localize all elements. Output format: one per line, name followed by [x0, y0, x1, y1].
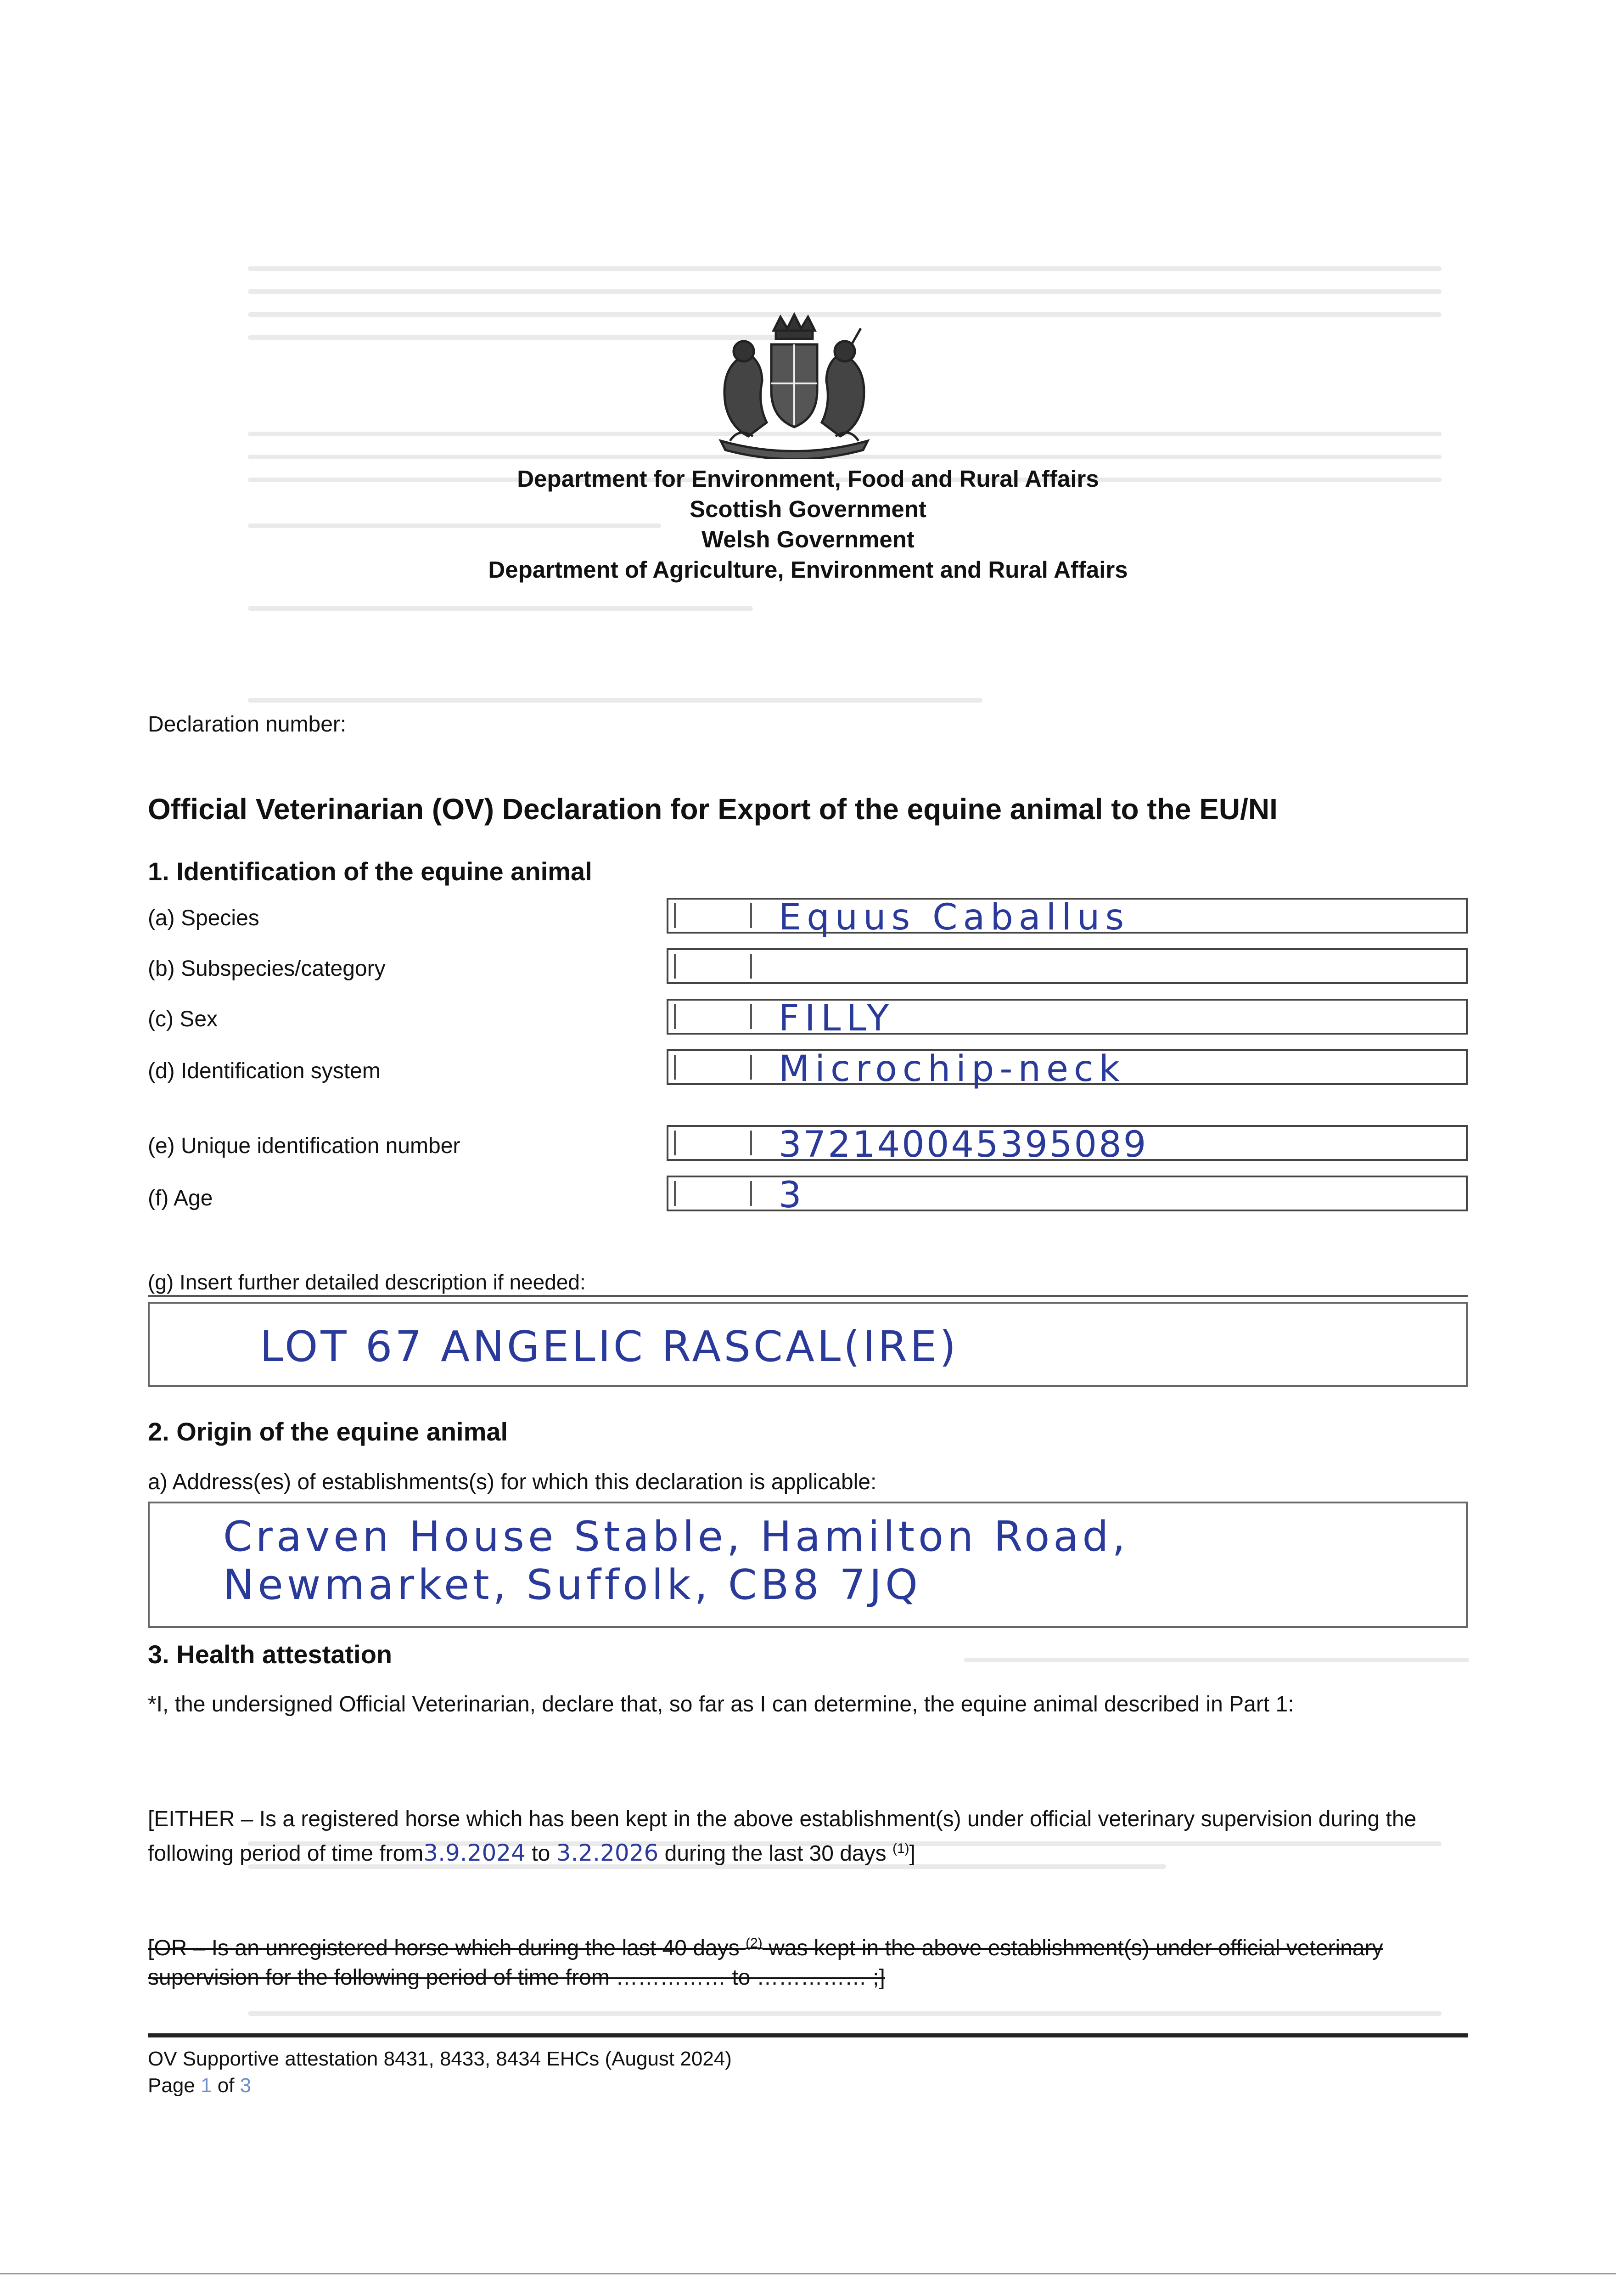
or-clause-rest: was kept in the above establishment(s) under official veterinary supervision for the following period of time from …………… to …………… ;]: [148, 1936, 1383, 1990]
department-list: [0, 464, 1616, 585]
either-to-date: 3.2.2026: [556, 1840, 659, 1866]
unique-id-value: 372140045395089: [779, 1124, 1148, 1165]
identification-system-field[interactable]: [667, 1048, 1468, 1090]
section-2-title: 2. Origin of the equine animal: [148, 1417, 508, 1446]
sex-label: (c) Sex: [148, 1007, 218, 1031]
declaration-number-label: Declaration number:: [148, 712, 347, 737]
address-line: Newmarket, Suffolk, CB8 7JQ: [223, 1561, 921, 1609]
subspecies-label: (b) Subspecies/category: [148, 957, 386, 981]
department-name: Scottish Government: [690, 496, 926, 522]
show-through: [248, 2011, 1442, 2016]
footnote-ref: (2): [746, 1936, 763, 1951]
age-field[interactable]: [667, 1175, 1468, 1216]
page-title: Official Veterinarian (OV) Declaration for Export of the equine animal to the EU/NI: [148, 793, 1278, 826]
health-attestation-intro: *I, the undersigned Official Veterinarian, declare that, so far as I can determine, the equine animal described in Part 1:: [148, 1692, 1294, 1716]
unique-id-field[interactable]: [667, 1124, 1468, 1165]
identification-system-label: (d) Identification system: [148, 1059, 381, 1083]
show-through: [964, 1658, 1469, 1662]
section-1-title: 1. Identification of the equine animal: [148, 857, 592, 886]
footer: [148, 2046, 732, 2099]
show-through: [248, 698, 982, 703]
age-label: (f) Age: [148, 1186, 213, 1210]
subspecies-field[interactable]: [667, 948, 1468, 984]
either-to-word: to: [532, 1841, 550, 1866]
divider: [148, 1295, 1468, 1297]
further-description-value: LOT 67 ANGELIC RASCAL(IRE): [260, 1322, 959, 1371]
unique-id-label: (e) Unique identification number: [148, 1134, 460, 1158]
sex-value: FILLY: [779, 998, 895, 1039]
department-name: Welsh Government: [701, 526, 915, 552]
species-field[interactable]: [667, 897, 1468, 938]
page-word: Page: [148, 2074, 195, 2097]
page-number: [148, 2072, 732, 2099]
identification-system-value: Microchip-neck: [779, 1048, 1126, 1090]
show-through: [248, 266, 1442, 271]
page-of: of: [217, 2074, 235, 2097]
species-value: Equus Caballus: [779, 897, 1130, 938]
show-through: [248, 606, 753, 611]
show-through: [248, 289, 1442, 294]
page-total: 3: [240, 2074, 252, 2097]
address-line: Craven House Stable, Hamilton Road,: [223, 1513, 1129, 1561]
further-description-label: (g) Insert further detailed description if needed:: [148, 1270, 586, 1294]
or-clause-struck: [148, 1929, 1468, 1992]
either-suffix: during the last 30 days: [664, 1841, 887, 1866]
footnote-ref: (1): [892, 1841, 909, 1856]
age-value: 3: [779, 1175, 807, 1216]
either-clause-text: [EITHER – Is a registered horse which has been kept in the above establishment(s) under official veterinary supervision during the following period of time from: [148, 1807, 1417, 1866]
either-clause: [148, 1805, 1468, 1868]
address-field[interactable]: [148, 1502, 1468, 1628]
department-name: Department of Agriculture, Environment and Rural Affairs: [488, 557, 1128, 583]
footer-rule: [148, 2033, 1468, 2037]
section-3-title: 3. Health attestation: [148, 1640, 393, 1669]
bracket: ]: [909, 1841, 915, 1866]
page-current: 1: [201, 2074, 212, 2097]
scan-edge: [0, 2273, 1616, 2274]
further-description-field[interactable]: [148, 1302, 1468, 1387]
footer-reference: OV Supportive attestation 8431, 8433, 8434 EHCs (August 2024): [148, 2048, 732, 2070]
department-name: Department for Environment, Food and Rural Affairs: [517, 466, 1099, 492]
sex-field[interactable]: [667, 998, 1468, 1039]
either-from-date: 3.9.2024: [423, 1840, 526, 1866]
royal-coat-of-arms-emblem: [693, 303, 895, 459]
or-clause-text: [OR – Is an unregistered horse which during the last 40 days: [148, 1936, 740, 1960]
species-label: (a) Species: [148, 906, 259, 930]
address-label: a) Address(es) of establishments(s) for which this declaration is applicable:: [148, 1470, 877, 1494]
